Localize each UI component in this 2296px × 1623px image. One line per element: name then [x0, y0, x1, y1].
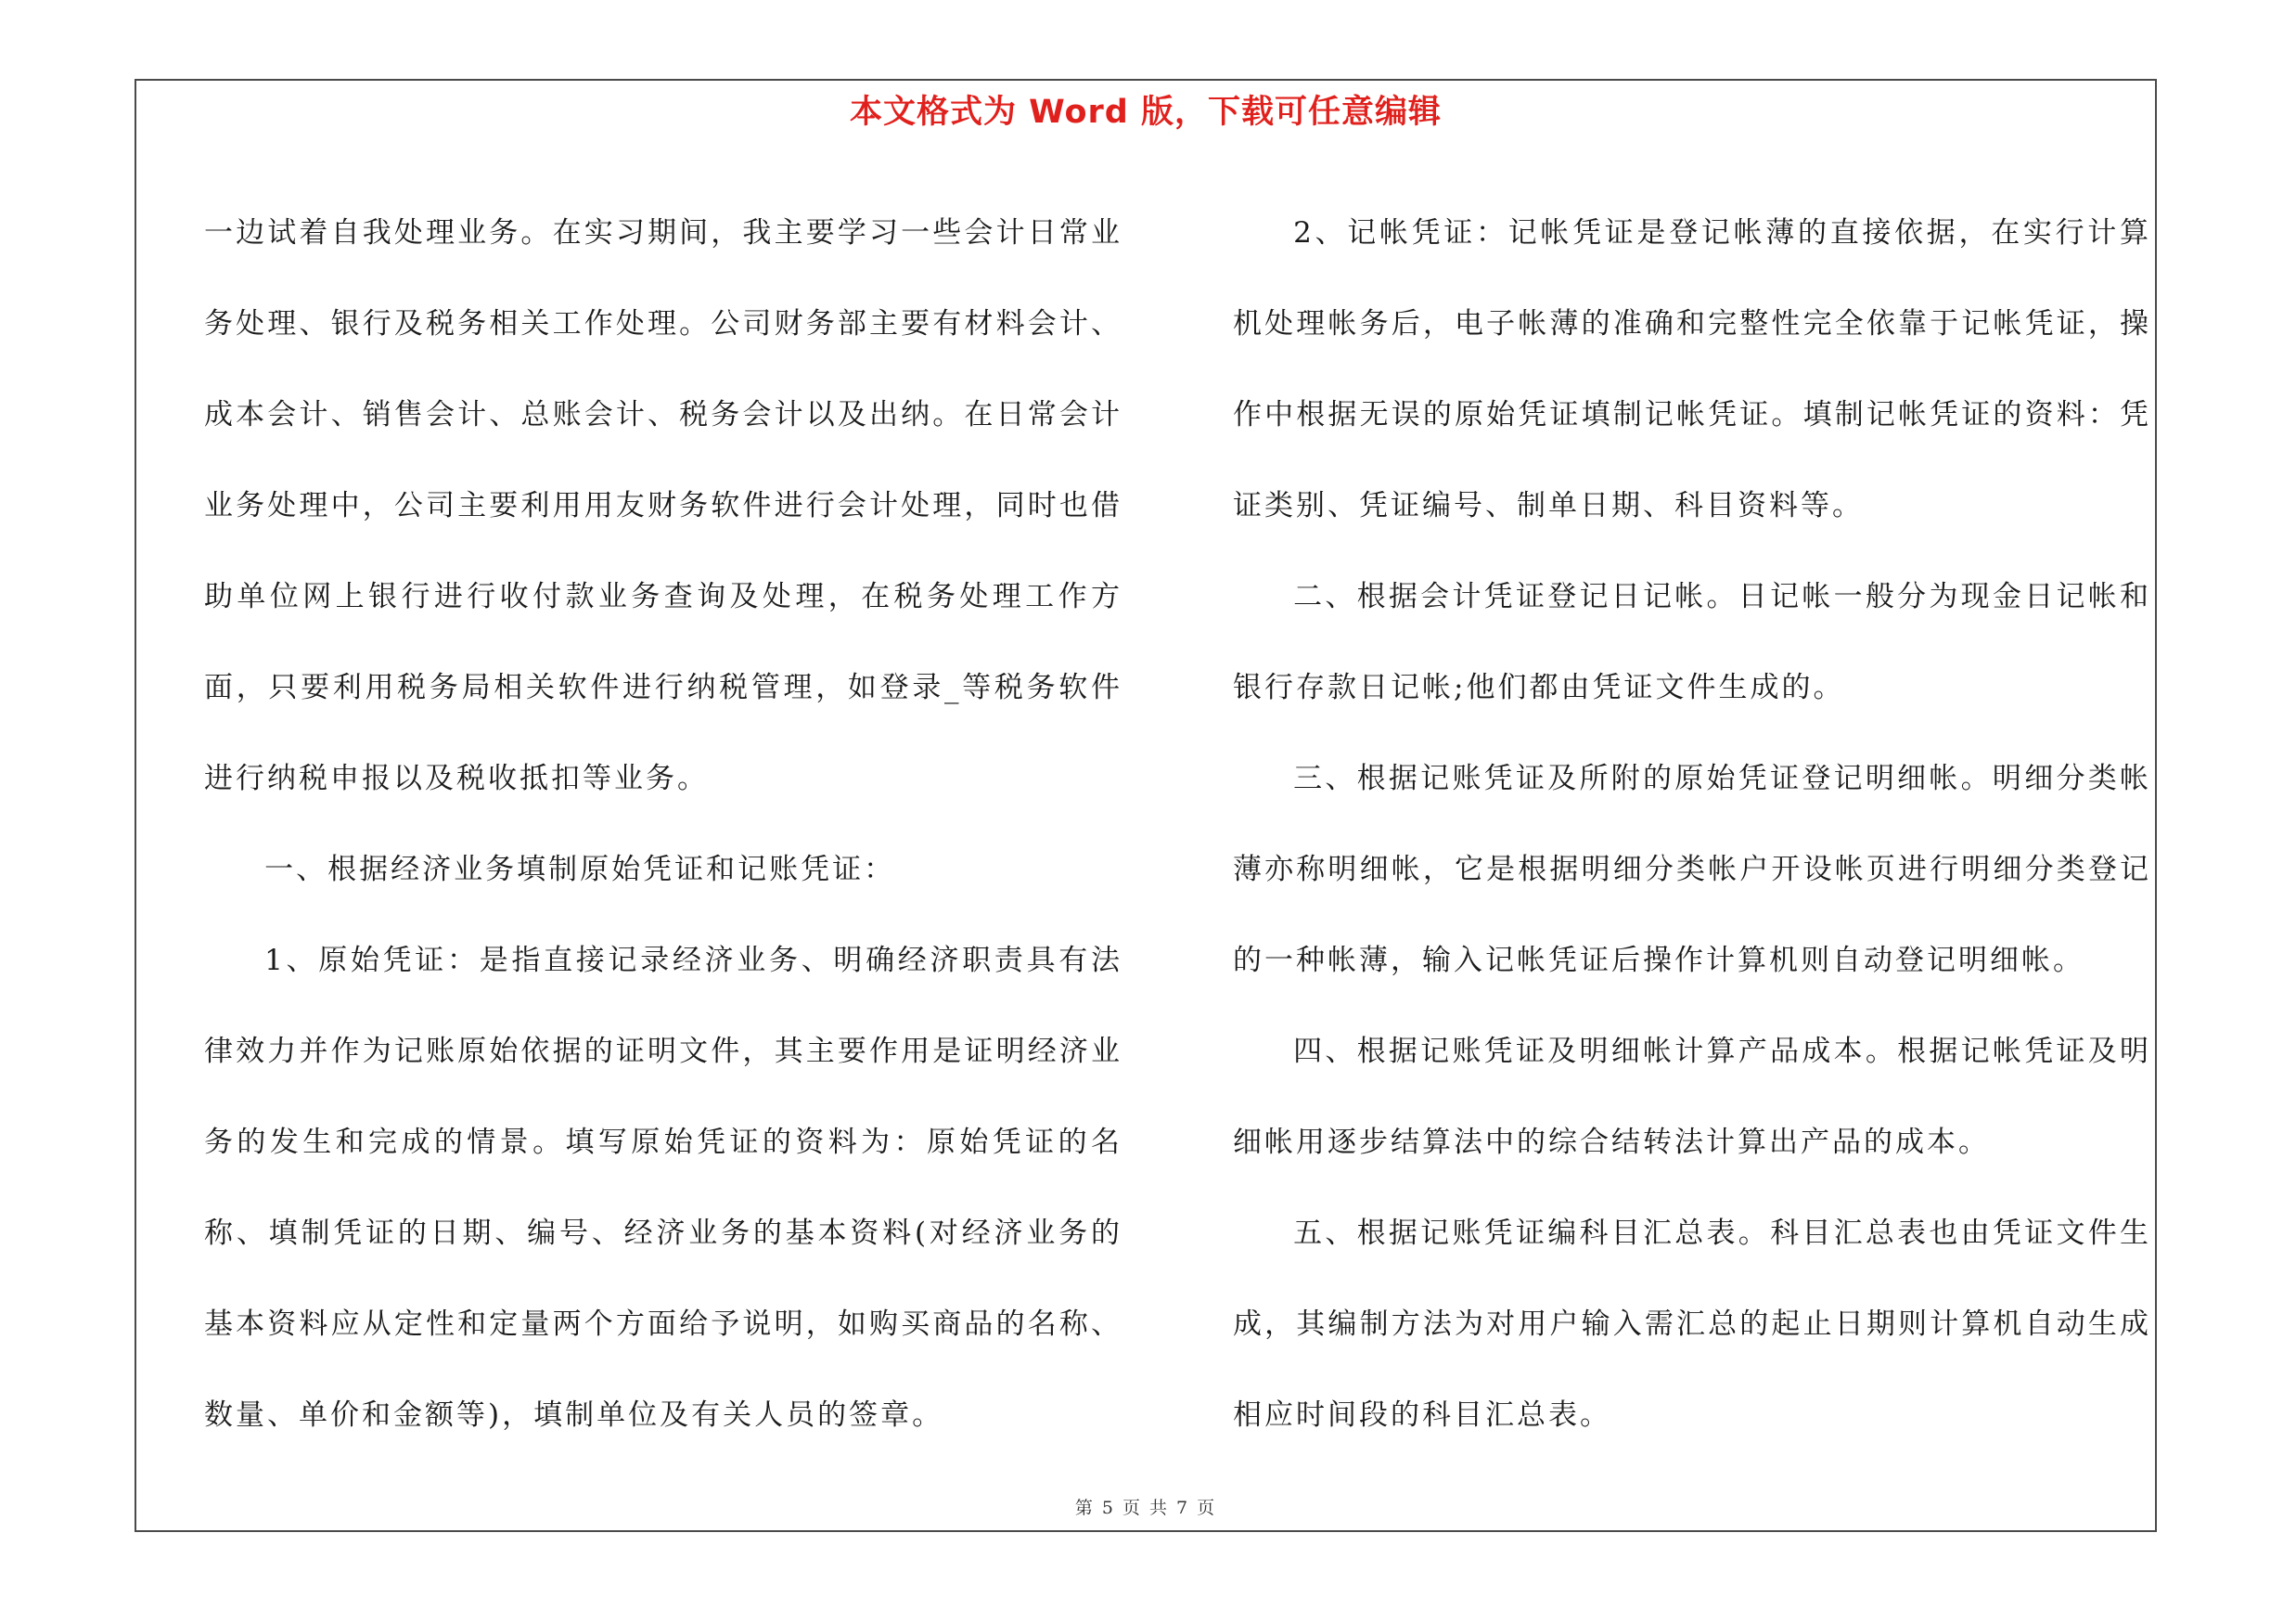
paragraph: 二、根据会计凭证登记日记帐。日记帐一般分为现金日记帐和银行存款日记帐;他们都由凭证文件生成的。 — [1233, 580, 2151, 704]
paragraph: 三、根据记账凭证及所附的原始凭证登记明细帐。明细分类帐薄亦称明细帐，它是根据明细分类帐户开设帐页进行明细分类登记的一种帐薄，输入记帐凭证后操作计算机则自动登记明细帐。 — [1233, 762, 2151, 977]
paragraph: 五、根据记账凭证编科目汇总表。科目汇总表也由凭证文件生成，其编制方法为对用户输入需汇总的起止日期则计算机自动生成相应时间段的科目汇总表。 — [1233, 1217, 2151, 1432]
left-text-column — [204, 187, 1122, 1461]
paragraph: 1、原始凭证：是指直接记录经济业务、明确经济职责具有法律效力并作为记账原始依据的证明文件，其主要作用是证明经济业务的发生和完成的情景。填写原始凭证的资料为：原始凭证的名称、填制凭证的日期、编号、经济业务的基本资料(对经济业务的基本资料应从定性和定量两个方面给予说明，如购买商品的名称、数量、单价和金额等)，填制单位及有关人员的签章。 — [204, 944, 1122, 1432]
word-format-banner: 本文格式为 Word 版，下载可任意编辑 — [849, 94, 1443, 131]
page-frame — [135, 79, 2157, 1532]
right-text-column — [1233, 187, 2151, 1461]
paragraph: 四、根据记账凭证及明细帐计算产品成本。根据记帐凭证及明细帐用逐步结算法中的综合结转法计算出产品的成本。 — [1233, 1035, 2151, 1159]
paragraph: 2、记帐凭证：记帐凭证是登记帐薄的直接依据，在实行计算机处理帐务后，电子帐薄的准确和完整性完全依靠于记帐凭证，操作中根据无误的原始凭证填制记帐凭证。填制记帐凭证的资料：凭证类别、凭证编号、制单日期、科目资料等。 — [1233, 216, 2151, 522]
page-number-footer: 第 5 页 共 7 页 — [1074, 1498, 1217, 1518]
paragraph: 一、根据经济业务填制原始凭证和记账凭证： — [264, 853, 896, 886]
paragraph: 一边试着自我处理业务。在实习期间，我主要学习一些会计日常业务处理、银行及税务相关工作处理。公司财务部主要有材料会计、成本会计、销售会计、总账会计、税务会计以及出纳。在日常会计业务处理中，公司主要利用用友财务软件进行会计处理，同时也借助单位网上银行进行收付款业务查询及处理，在税务处理工作方面，只要利用税务局相关软件进行纳税管理，如登录_等税务软件进行纳税申报以及税收抵扣等业务。 — [204, 216, 1122, 795]
